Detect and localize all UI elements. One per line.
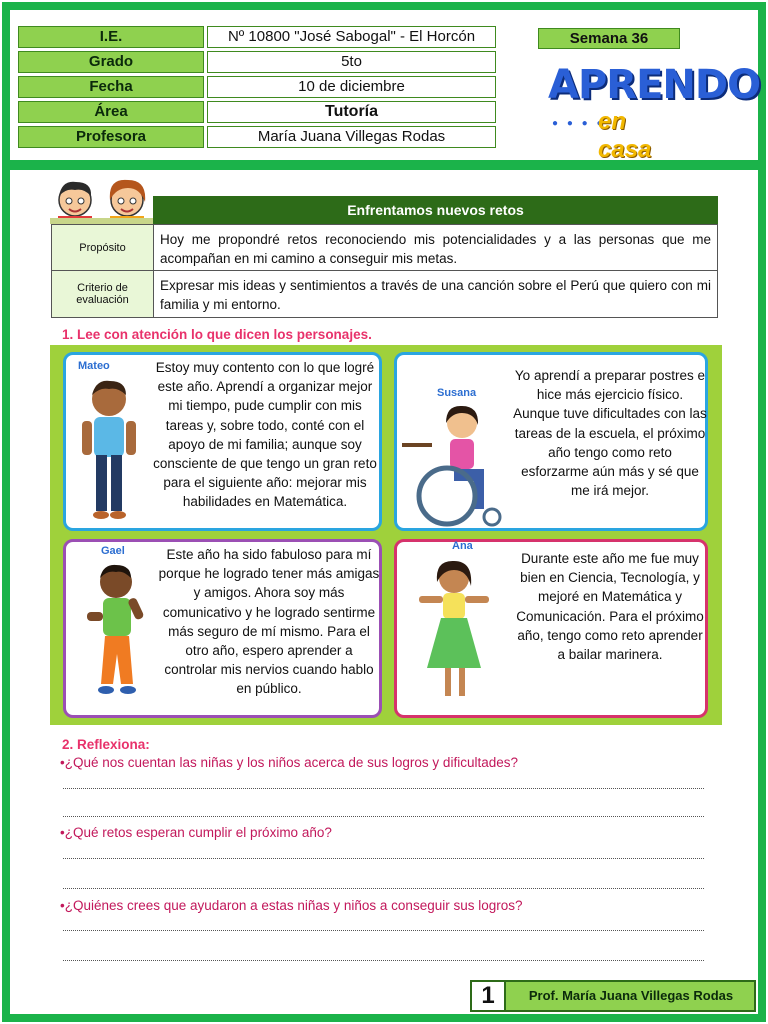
section1-heading: 1. Lee con atención lo que dicen los personajes. — [62, 327, 372, 342]
answer-line[interactable] — [63, 788, 704, 789]
table-title: Enfrentamos nuevos retos — [153, 196, 718, 224]
purpose-label: Propósito — [52, 225, 154, 270]
question-2: •¿Qué retos esperan cumplir el próximo año? — [60, 825, 332, 840]
question-3: •¿Quiénes crees que ayudaron a estas niñas y niños a conseguir sus logros? — [60, 898, 523, 913]
purpose-text: Hoy me propondré retos reconociendo mis potencialidades y a las personas que me acompañan en mi camino a conseguir mis metas. — [160, 232, 711, 266]
character-name: Ana — [452, 540, 473, 552]
label-area: Área — [18, 101, 204, 123]
footer — [470, 980, 756, 1012]
card-text: Este año ha sido fabuloso para mí porque he logrado tener más amigas y amigos. Ahora soy más comunicativo y he logrado sentirme más seguro de mí mismo. Para el otro año, espero aprender a controlar mis nervios cuando hablo en público. — [158, 547, 380, 697]
character-name: Mateo — [78, 360, 110, 372]
card-text: Yo aprendí a preparar postres e hice más ejercicio físico. Aunque tuve dificultades con las tareas de la escuela, el próximo año tengo como reto esforzarme aún más y sé que me irá mejor. — [513, 368, 707, 499]
answer-line[interactable] — [63, 816, 704, 817]
card-ana — [394, 539, 708, 718]
label-date: Fecha — [18, 76, 204, 98]
card-gael — [63, 539, 382, 718]
character-name: Susana — [437, 387, 477, 399]
value-area: Tutoría — [207, 101, 496, 123]
label-institution: I.E. — [18, 26, 204, 48]
card-susana — [394, 352, 708, 531]
footer-teacher: Prof. María Juana Villegas Rodas — [528, 988, 734, 1003]
label-teacher: Profesora — [18, 126, 204, 148]
card-mateo — [63, 352, 382, 531]
value-grade: 5to — [207, 51, 496, 73]
question-1: •¿Qué nos cuentan las niñas y los niños acerca de sus logros y dificultades? — [60, 755, 518, 770]
purpose-row — [51, 224, 718, 271]
card-text: Durante este año me fue muy bien en Ciencia, Tecnología, y mejoré en Matemática y Comunicación. Para el próximo año, tengo como reto aprender a bailar marinera. — [516, 551, 704, 663]
kids-heads-illustration — [50, 174, 154, 224]
ana-figure — [409, 556, 499, 711]
answer-line[interactable] — [63, 930, 704, 931]
card-text: Estoy muy contento con lo que logré este año. Aprendí a organizar mejor mi tiempo, pude cumplir con mis tareas y, sobre todo, conté con el apoyo de mi familia; aunque soy consciente de que tengo un gran reto para el siguiente año: mejorar mis habilidades en Matemática. — [153, 360, 377, 510]
logo-main-text: APRENDO — [548, 62, 761, 108]
character-name: Gael — [101, 545, 125, 557]
criteria-row — [51, 271, 718, 318]
answer-line[interactable] — [63, 858, 704, 859]
label-grade: Grado — [18, 51, 204, 73]
value-teacher: María Juana Villegas Rodas — [207, 126, 496, 148]
logo-sub-text: en casa — [598, 108, 652, 163]
answer-line[interactable] — [63, 960, 704, 961]
gael-figure — [81, 560, 161, 710]
aprendo-en-casa-logo — [546, 58, 761, 163]
mateo-figure — [74, 375, 144, 525]
page-number: 1 — [472, 982, 506, 1010]
criteria-text: Expresar mis ideas y sentimientos a través de una canción sobre el Perú que quiero con mi familia y mi entorno. — [160, 278, 711, 312]
logo-dots-icon: ● ● ● ● — [552, 118, 606, 129]
characters-panel — [50, 345, 722, 725]
week-badge: Semana 36 — [538, 28, 680, 49]
susana-wheelchair-figure — [402, 401, 512, 529]
value-date: 10 de diciembre — [207, 76, 496, 98]
value-institution: Nº 10800 "José Sabogal" - El Horcón — [207, 26, 496, 48]
criteria-label: Criterio de evaluación — [52, 271, 154, 317]
answer-line[interactable] — [63, 888, 704, 889]
section2-heading: 2. Reflexiona: — [62, 737, 150, 752]
